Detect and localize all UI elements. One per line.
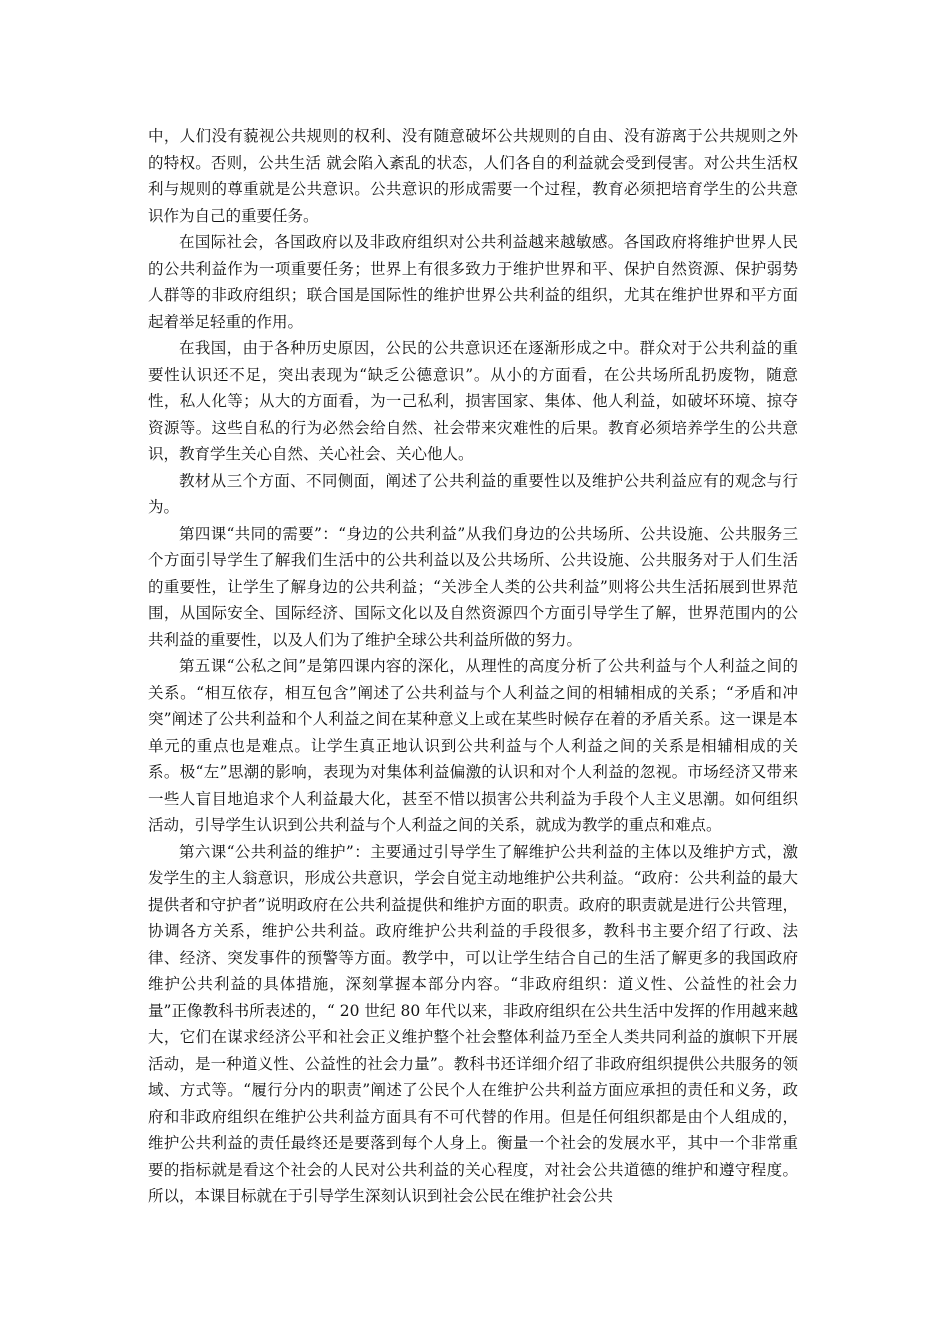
paragraph-public-rules: 中，人们没有藐视公共规则的权利、没有随意破坏公共规则的自由、没有游离于公共规则之外的特权。否则，公共生活 就会陷入紊乱的状态，人们各自的利益就会受到侵害。对公共生活权利与规则的尊重就是公共意识。公共意识的形成需要一个过程，教育必须把培育学生的公共意识作为自己的重要任务。 (148, 127, 798, 225)
paragraph-lesson-six: 第六课“公共利益的维护”：主要通过引导学生了解维护公共利益的主体以及维护方式，激发学生的主人翁意识，形成公共意识，学会自觉主动地维护公共利益。“政府：公共利益的最大提供者和守护者”说明政府在公共利益提供和维护方面的职责。政府的职责就是进行公共管理，协调各方关系，维护公共利益。政府维护公共利益的手段很多，教科书主要介绍了行政、法律、经济、突发事件的预警等方面。教学中，可以让学生结合自己的生活了解更多的我国政府维护公共利益的具体措施，深刻掌握本部分内容。“非政府组织：道义性、公益性的社会力量”正像教科书所表述的，“ 20 世纪 80 年代以来，非政府组织在公共生活中发挥的作用越来越大，它们在谋求经济公平和社会正义维护整个社会整体利益乃至全人类共同利益的旗帜下开展活动，是一种道义性、公益性的社会力量”。教科书还详细介绍了非政府组织提供公共服务的领域、方式等。“履行分内的职责”阐述了公民个人在维护公共利益方面应承担的责任和义务，政府和非政府组织在维护公共利益方面具有不可代替的作用。但是任何组织都是由个人组成的，维护公共利益的责任最终还是要落到每个人身上。衡量一个社会的发展水平，其中一个非常重要的指标就是看这个社会的人民对公共利益的关心程度，对社会公共道德的维护和遵守程度。所以，本课目标就在于引导学生深刻认识到社会公民在维护社会公共 (148, 842, 798, 1205)
paragraph-lesson-five: 第五课“公私之间”是第四课内容的深化，从理性的高度分析了公共利益与个人利益之间的关系。“相互依存，相互包含”阐述了公共利益与个人利益之间的相辅相成的关系；“矛盾和冲突”阐述了公共利益和个人利益之间在某种意义上或在某些时候存在着的矛盾关系。这一课是本单元的重点也是难点。让学生真正地认识到公共利益与个人利益之间的关系是相辅相成的关系。极“左”思潮的影响，表现为对集体利益偏激的认识和对个人利益的忽视。市场经济又带来一些人盲目地追求个人利益最大化，甚至不惜以损害公共利益为手段个人主义思潮。如何组织活动，引导学生认识到公共利益与个人利益之间的关系，就成为教学的重点和难点。 (148, 657, 798, 834)
document-page (148, 123, 798, 1210)
paragraph-china-public-awareness: 在我国，由于各种历史原因，公民的公共意识还在逐渐形成之中。群众对于公共利益的重要性认识还不足，突出表现为“缺乏公德意识”。从小的方面看，在公共场所乱扔废物，随意性，私人化等；从大的方面看，为一己私利，损害国家、集体、他人利益，如破坏环境、掠夺资源等。这些自私的行为必然会给自然、社会带来灾难性的后果。教育必须培养学生的公共意识，教育学生关心自然、关心社会、关心他人。 (148, 339, 798, 463)
paragraph-lesson-four: 第四课“共同的需要”：“身边的公共利益”从我们身边的公共场所、公共设施、公共服务三个方面引导学生了解我们生活中的公共利益以及公共场所、公共设施、公共服务对于人们生活的重要性，让学生了解身边的公共利益；“关涉全人类的公共利益”则将公共生活拓展到世界范围，从国际安全、国际经济、国际文化以及自然资源四个方面引导学生了解，世界范围内的公共利益的重要性，以及人们为了维护全球公共利益所做的努力。 (148, 524, 798, 649)
paragraph-textbook-overview: 教材从三个方面、不同侧面，阐述了公共利益的重要性以及维护公共利益应有的观念与行为。 (148, 471, 798, 516)
paragraph-international-society: 在国际社会，各国政府以及非政府组织对公共利益越来越敏感。各国政府将维护世界人民的公共利益作为一项重要任务；世界上有很多致力于维护世界和平、保护自然资源、保护弱势人群等的非政府组织；联合国是国际性的维护世界公共利益的组织，尤其在维护世界和平方面起着举足轻重的作用。 (148, 233, 798, 331)
